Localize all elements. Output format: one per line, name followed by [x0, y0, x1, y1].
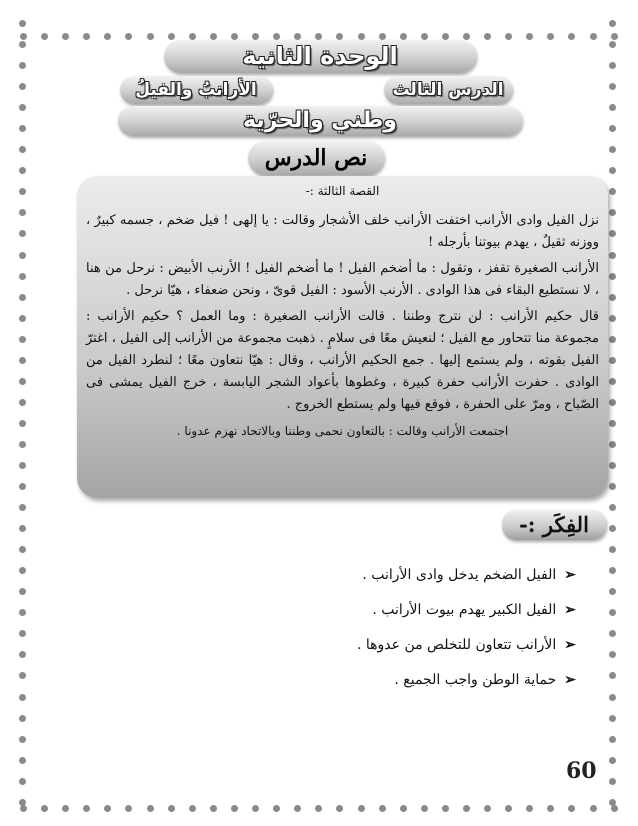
border-dot	[294, 33, 301, 40]
border-dot	[19, 630, 26, 637]
border-dot	[19, 609, 26, 616]
list-item	[256, 628, 576, 663]
list-item	[256, 558, 576, 593]
border-dot	[294, 805, 301, 812]
border-dot	[526, 33, 533, 40]
border-dot	[358, 33, 365, 40]
border-dot	[315, 33, 322, 40]
story-paragraph-4: اجتمعت الأرانب وقالت : بالتعاون نحمى وطننا وبالاتحاد نهزم عدونا .	[176, 424, 509, 438]
border-dot	[19, 651, 26, 658]
border-dot	[609, 41, 616, 48]
border-dot	[609, 736, 616, 743]
border-dot	[526, 805, 533, 812]
thought-text: الفيل الكبير يهدم بيوت الأرانب .	[372, 602, 557, 618]
border-dot	[609, 630, 616, 637]
border-dot	[62, 33, 69, 40]
story-name-banner	[120, 76, 272, 104]
border-dot	[147, 33, 154, 40]
border-dot	[41, 33, 48, 40]
border-dot	[609, 230, 616, 237]
border-dot	[609, 757, 616, 764]
border-dot	[609, 399, 616, 406]
border-dot	[19, 736, 26, 743]
border-dot	[19, 20, 26, 27]
border-dot	[19, 504, 26, 511]
list-item	[256, 593, 576, 628]
story-paragraph-1: نزل الفيل وادى الأرانب اختفت الأرانب خلف الأشجار وقالت : يا إلهى ! فيل ضخم ، جسمه كبيرٌ ، ووزنه ثقيلٌ ، يهدم بيوتنا بأرجله !	[86, 213, 599, 250]
border-dot	[20, 805, 27, 812]
border-dot	[609, 188, 616, 195]
border-dot	[609, 294, 616, 301]
check-arrow-icon: ➢	[564, 637, 576, 653]
border-dot	[252, 33, 259, 40]
thought-text: الفيل الضخم يدخل وادى الأرانب .	[362, 567, 557, 583]
lesson-text-title-banner	[248, 141, 384, 175]
dotted-border-bottom	[20, 805, 618, 815]
border-dot	[463, 805, 470, 812]
border-dot	[315, 805, 322, 812]
border-dot	[19, 672, 26, 679]
border-dot	[609, 462, 616, 469]
border-dot	[125, 33, 132, 40]
border-dot	[83, 805, 90, 812]
border-dot	[62, 805, 69, 812]
border-dot	[19, 715, 26, 722]
border-dot	[609, 483, 616, 490]
border-dot	[609, 651, 616, 658]
border-dot	[609, 546, 616, 553]
list-item	[256, 663, 576, 698]
border-dot	[400, 805, 407, 812]
border-dot	[609, 357, 616, 364]
border-dot	[19, 336, 26, 343]
border-dot	[147, 805, 154, 812]
border-dot	[609, 273, 616, 280]
border-dot	[19, 525, 26, 532]
border-dot	[609, 336, 616, 343]
border-dot	[19, 799, 26, 806]
story-paragraph-2: الأرانب الصغيرة تقفز ، وتقول : ما أضخم الفيل ! ما أضخم الفيل ! الأرنب الأبيض : نرحل من هنا ، لا نستطيع البقاء فى هذا الوادى . الأرنب الأسود : الفيل قوىّ ، ونحن ضعفاء ، هيّا نرحل .	[86, 261, 599, 298]
border-dot	[19, 588, 26, 595]
theme-title-banner	[118, 106, 522, 136]
border-dot	[442, 805, 449, 812]
border-dot	[609, 146, 616, 153]
border-dot	[168, 33, 175, 40]
border-dot	[379, 33, 386, 40]
story-paragraph-3: قال حكيم الأرانب : لن نترج وطننا . قالت الأرانب الصغيرة : وما العمل ؟ حكيم الأرانب : مجموعة منا تتحاور مع الفيل ؛ لنعيش معًا فى سلامٍ . ذهبت مجموعة من الأرانب إلى الفيل ، اغترّ الفيل بقوته ، ولم يستمع إليها . جمع الحكيم الأرانب ، وقال : هيّا نتعاون معًا ؛ لنطرد الفيل من الوادى . حفرت الأرانب حفرة كبيرة ، وغطوها بأعواد الشجر اليابسة ، خرج الفيل يمشى فى الصّباح ، ومرّ على الحفرة ، فوقع فيها ولم يستطع الخروج .	[86, 309, 599, 412]
border-dot	[609, 104, 616, 111]
border-dot	[609, 799, 616, 806]
border-dot	[273, 805, 280, 812]
border-dot	[210, 33, 217, 40]
border-dot	[421, 33, 428, 40]
border-dot	[19, 104, 26, 111]
border-dot	[41, 805, 48, 812]
border-dot	[336, 805, 343, 812]
border-dot	[421, 805, 428, 812]
border-dot	[19, 230, 26, 237]
check-arrow-icon: ➢	[564, 672, 576, 688]
border-dot	[19, 41, 26, 48]
border-dot	[609, 20, 616, 27]
border-dot	[609, 504, 616, 511]
story-name: الأرانبُ والفيلُ	[135, 80, 257, 100]
border-dot	[19, 357, 26, 364]
unit-title: الوحدة الثانية	[242, 42, 398, 70]
border-dot	[19, 83, 26, 90]
border-dot	[568, 33, 575, 40]
thought-text: حماية الوطن واجب الجميع .	[394, 672, 557, 688]
border-dot	[231, 33, 238, 40]
border-dot	[484, 805, 491, 812]
border-dot	[400, 33, 407, 40]
border-dot	[19, 694, 26, 701]
border-dot	[547, 33, 554, 40]
border-dot	[568, 805, 575, 812]
border-dot	[273, 33, 280, 40]
theme-title: وطني والحرّية	[243, 108, 397, 133]
border-dot	[19, 62, 26, 69]
dotted-border-right	[609, 20, 619, 806]
border-dot	[19, 441, 26, 448]
border-dot	[19, 420, 26, 427]
border-dot	[609, 778, 616, 785]
border-dot	[609, 209, 616, 216]
border-dot	[609, 252, 616, 259]
lesson-text-title: نص الدرس	[264, 145, 368, 171]
border-dot	[609, 125, 616, 132]
border-dot	[590, 805, 597, 812]
border-dot	[590, 33, 597, 40]
border-dot	[609, 167, 616, 174]
border-dot	[611, 805, 618, 812]
border-dot	[484, 33, 491, 40]
border-dot	[609, 694, 616, 701]
border-dot	[442, 33, 449, 40]
dotted-border-left	[19, 20, 29, 806]
border-dot	[609, 378, 616, 385]
border-dot	[609, 672, 616, 679]
border-dot	[19, 778, 26, 785]
border-dot	[19, 757, 26, 764]
thought-text: الأرانب تتعاون للتخلص من عدوها .	[356, 637, 557, 653]
border-dot	[252, 805, 259, 812]
border-dot	[168, 805, 175, 812]
border-dot	[210, 805, 217, 812]
story-heading: القصة الثالثة :-	[305, 184, 380, 198]
story-text	[86, 210, 599, 446]
border-dot	[609, 62, 616, 69]
border-dot	[609, 525, 616, 532]
border-dot	[463, 33, 470, 40]
border-dot	[379, 805, 386, 812]
thoughts-title: الفِكَر :-	[502, 510, 606, 540]
unit-title-banner	[164, 40, 476, 73]
border-dot	[104, 805, 111, 812]
border-dot	[19, 125, 26, 132]
border-dot	[19, 546, 26, 553]
border-dot	[609, 441, 616, 448]
border-dot	[189, 805, 196, 812]
border-dot	[19, 188, 26, 195]
lesson-label-banner	[384, 76, 512, 104]
border-dot	[83, 33, 90, 40]
border-dot	[609, 83, 616, 90]
border-dot	[19, 378, 26, 385]
border-dot	[19, 209, 26, 216]
border-dot	[19, 483, 26, 490]
border-dot	[19, 399, 26, 406]
border-dot	[609, 420, 616, 427]
border-dot	[609, 609, 616, 616]
border-dot	[547, 805, 554, 812]
check-arrow-icon: ➢	[564, 567, 576, 583]
border-dot	[125, 805, 132, 812]
border-dot	[104, 33, 111, 40]
check-arrow-icon: ➢	[564, 602, 576, 618]
border-dot	[19, 294, 26, 301]
border-dot	[189, 33, 196, 40]
border-dot	[231, 805, 238, 812]
page-number: 60	[566, 758, 597, 784]
border-dot	[609, 567, 616, 574]
border-dot	[19, 462, 26, 469]
lesson-label: الدرس الثالث	[392, 80, 504, 100]
border-dot	[609, 315, 616, 322]
border-dot	[19, 315, 26, 322]
border-dot	[358, 805, 365, 812]
border-dot	[19, 273, 26, 280]
border-dot	[19, 252, 26, 259]
border-dot	[19, 167, 26, 174]
border-dot	[505, 805, 512, 812]
border-dot	[609, 588, 616, 595]
thoughts-list	[256, 558, 576, 698]
border-dot	[336, 33, 343, 40]
border-dot	[19, 146, 26, 153]
border-dot	[19, 567, 26, 574]
border-dot	[505, 33, 512, 40]
border-dot	[609, 715, 616, 722]
